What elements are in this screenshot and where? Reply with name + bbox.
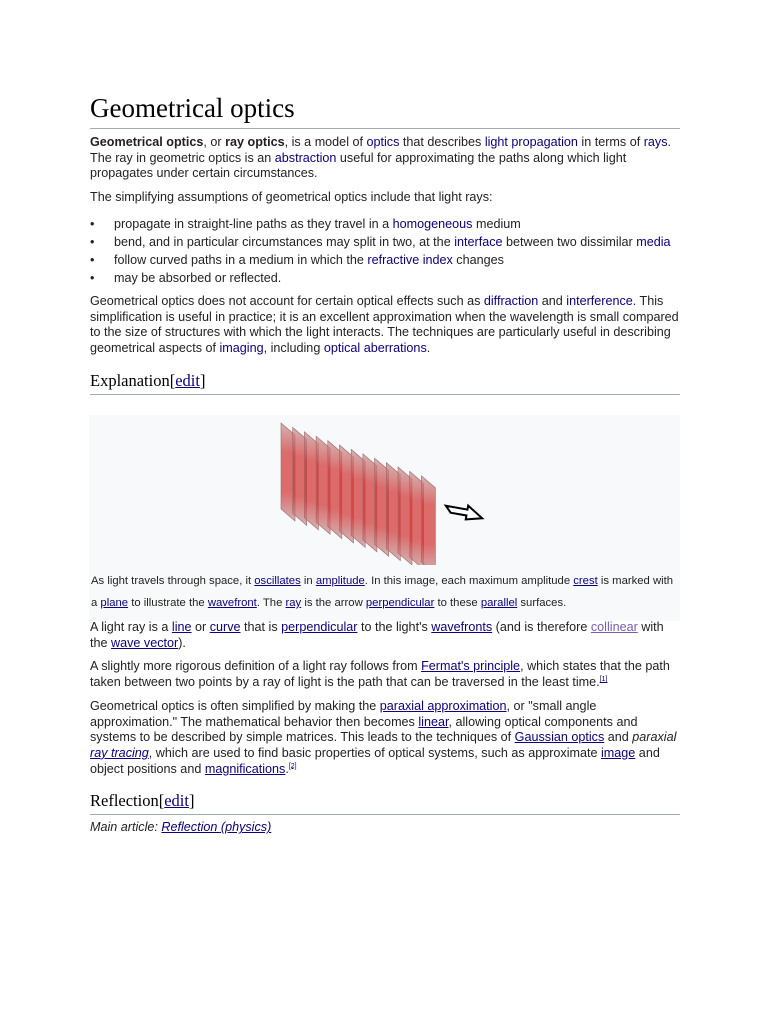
caption-text: is marked with a: [91, 575, 674, 609]
para-text: ).: [178, 635, 186, 650]
figure-thumbnail: [89, 415, 680, 621]
link-interface[interactable]: interface: [454, 234, 503, 249]
list-item: [90, 216, 680, 232]
list-text: bend, and in particular circumstances may split in two, at the: [114, 234, 455, 249]
section-heading-reflection: [90, 789, 680, 815]
intro-text: in terms of: [577, 135, 644, 149]
link-reflection-physics[interactable]: Reflection (physics): [161, 820, 272, 835]
article: [90, 90, 680, 395]
para-text: . This simplification is useful in practice; it is an excellent approximation when the wavelength is small compared to the size of structures with which the light interacts. The techniques are particularly useful in describing geometrical aspects of: [90, 293, 679, 355]
main-article-hatnote: [90, 820, 680, 836]
intro-text: that describes: [399, 135, 485, 149]
caption-text: in: [300, 575, 316, 587]
para-text: A slightly more rigorous definition of a light ray follows from: [90, 659, 422, 674]
link-imaging[interactable]: imaging: [219, 340, 264, 355]
link-refractive-index[interactable]: refractive index: [367, 252, 453, 267]
page-title: Geometrical optics: [90, 90, 680, 129]
link-abstraction[interactable]: abstraction: [274, 150, 337, 165]
link-perpendicular[interactable]: perpendicular: [365, 597, 435, 609]
para-text: , which are used to find basic properties of optical systems, such as approximate: [148, 745, 601, 760]
link-optics[interactable]: optics: [366, 135, 400, 149]
wavefront-planes: [281, 423, 435, 565]
link-collinear[interactable]: collinear: [590, 620, 638, 634]
para-text: to the light's: [357, 620, 432, 634]
link-paraxial-approximation[interactable]: paraxial approximation: [379, 698, 507, 713]
list-item: [90, 270, 680, 286]
para-text: and: [604, 730, 633, 745]
bullet-icon: •: [90, 270, 95, 285]
para-text: Geometrical optics does not account for certain optical effects such as: [90, 293, 484, 308]
para-text: , which states that the path taken between two points by a ray of light is the path that can be traversed in the least time.: [90, 659, 670, 690]
para-text: , allowing optical components and systems to be described by simple matrices. This leads to the techniques of: [90, 714, 638, 745]
intro-text: . The ray in geometric optics is an: [90, 135, 672, 165]
bold-term: Geometrical optics: [90, 135, 204, 149]
link-homogeneous[interactable]: homogeneous: [392, 216, 473, 231]
bullet-icon: •: [90, 216, 95, 231]
bullet-icon: •: [90, 252, 95, 267]
section-heading-text: Reflection: [90, 791, 159, 811]
edit-section-link: [170, 371, 206, 390]
caption-text: As light travels through space, it: [91, 575, 255, 587]
caption-text: is the arrow: [301, 597, 366, 609]
bracket: [: [158, 791, 165, 811]
link-crest[interactable]: crest: [573, 575, 598, 587]
bullet-icon: •: [90, 234, 95, 249]
wavefront-plane: [421, 476, 435, 565]
para-text: .: [285, 761, 289, 776]
intro-paragraph: [90, 135, 680, 182]
paraxial-paragraph: [90, 699, 680, 778]
section-heading-explanation: [90, 369, 680, 395]
link-image[interactable]: image: [601, 745, 636, 760]
caption-text: . In this image, each maximum amplitude: [364, 575, 574, 587]
link-media[interactable]: media: [636, 234, 671, 249]
link-interference[interactable]: interference: [566, 293, 633, 308]
para-text: .: [426, 340, 431, 355]
fermat-paragraph: [90, 659, 680, 690]
wavefront-illustration[interactable]: [89, 415, 680, 565]
list-text: propagate in straight-line paths as they travel in a: [114, 216, 393, 231]
hatnote-label: Main article:: [90, 820, 162, 835]
caption-text: surfaces.: [517, 597, 567, 609]
link-light-propagation[interactable]: light propagation: [484, 135, 578, 149]
para-text: and: [538, 293, 567, 308]
ray-arrow-icon: [444, 502, 484, 522]
section-heading-text: Explanation: [90, 370, 170, 390]
list-text: follow curved paths in a medium in which the: [114, 252, 368, 267]
link-linear[interactable]: linear: [418, 714, 449, 729]
list-text: medium: [472, 216, 521, 231]
bracket: ]: [188, 791, 195, 811]
caption-text: to illustrate the: [128, 597, 208, 609]
intro-text: , or: [203, 135, 226, 149]
article-continued: [90, 620, 680, 836]
link-oscillates[interactable]: oscillates: [254, 575, 301, 587]
link-ray-tracing[interactable]: ray tracing: [90, 745, 149, 760]
para-text: A light ray is a: [90, 620, 172, 634]
link-fermats-principle[interactable]: Fermat's principle: [421, 659, 521, 674]
edit-section-link: [159, 791, 195, 810]
intro-text: useful for approximating the paths along which light propagates under certain circumstances.: [90, 150, 627, 181]
para-text: and object positions and: [90, 745, 660, 776]
link-gaussian-optics[interactable]: Gaussian optics: [514, 730, 605, 745]
para-text: (and is therefore: [492, 620, 591, 634]
reference-link[interactable]: [2]: [288, 762, 297, 770]
assumptions-list: [90, 216, 680, 286]
list-item: [90, 234, 680, 250]
bracket: ]: [199, 370, 206, 390]
para-text: with the: [90, 620, 664, 650]
bold-term: ray optics: [225, 135, 285, 149]
list-text: may be absorbed or reflected.: [114, 270, 282, 285]
edit-link[interactable]: edit: [175, 370, 200, 390]
link-optical-aberrations[interactable]: optical aberrations: [323, 340, 427, 355]
link-wavefronts[interactable]: wavefronts: [431, 620, 493, 634]
link-wave-vector[interactable]: wave vector: [111, 635, 179, 650]
link-line[interactable]: line: [171, 620, 192, 634]
reference-link[interactable]: [1]: [599, 675, 608, 683]
list-text: changes: [452, 252, 504, 267]
para-text: , including: [263, 340, 324, 355]
para-text: that is: [240, 620, 282, 634]
link-wavefront[interactable]: wavefront: [207, 597, 257, 609]
edit-link[interactable]: edit: [164, 791, 189, 811]
link-rays[interactable]: rays: [643, 135, 668, 149]
link-perpendicular[interactable]: perpendicular: [281, 620, 358, 634]
link-ray[interactable]: ray: [285, 597, 302, 609]
link-curve[interactable]: curve: [209, 620, 241, 634]
limits-paragraph: [90, 294, 680, 357]
list-text: between two dissimilar: [502, 234, 637, 249]
link-parallel[interactable]: parallel: [480, 597, 518, 609]
caption-text: . The: [256, 597, 286, 609]
link-amplitude[interactable]: amplitude: [315, 575, 365, 587]
list-item: [90, 252, 680, 268]
para-text: or: [191, 620, 210, 634]
para-text: , or "small angle approximation." The mathematical behavior then becomes: [90, 698, 597, 729]
assumptions-lead: The simplifying assumptions of geometrical optics include that light rays:: [90, 190, 493, 205]
link-magnifications[interactable]: magnifications: [204, 761, 286, 776]
bracket: [: [169, 370, 176, 390]
ray-definition-paragraph: [90, 620, 680, 651]
intro-text: , is a model of: [284, 135, 367, 149]
figure-caption: [91, 570, 676, 614]
link-plane[interactable]: plane: [100, 597, 129, 609]
italic-text: paraxial: [632, 730, 677, 745]
caption-text: to these: [434, 597, 481, 609]
para-text: Geometrical optics is often simplified by making the: [90, 698, 380, 713]
link-diffraction[interactable]: diffraction: [483, 293, 539, 308]
